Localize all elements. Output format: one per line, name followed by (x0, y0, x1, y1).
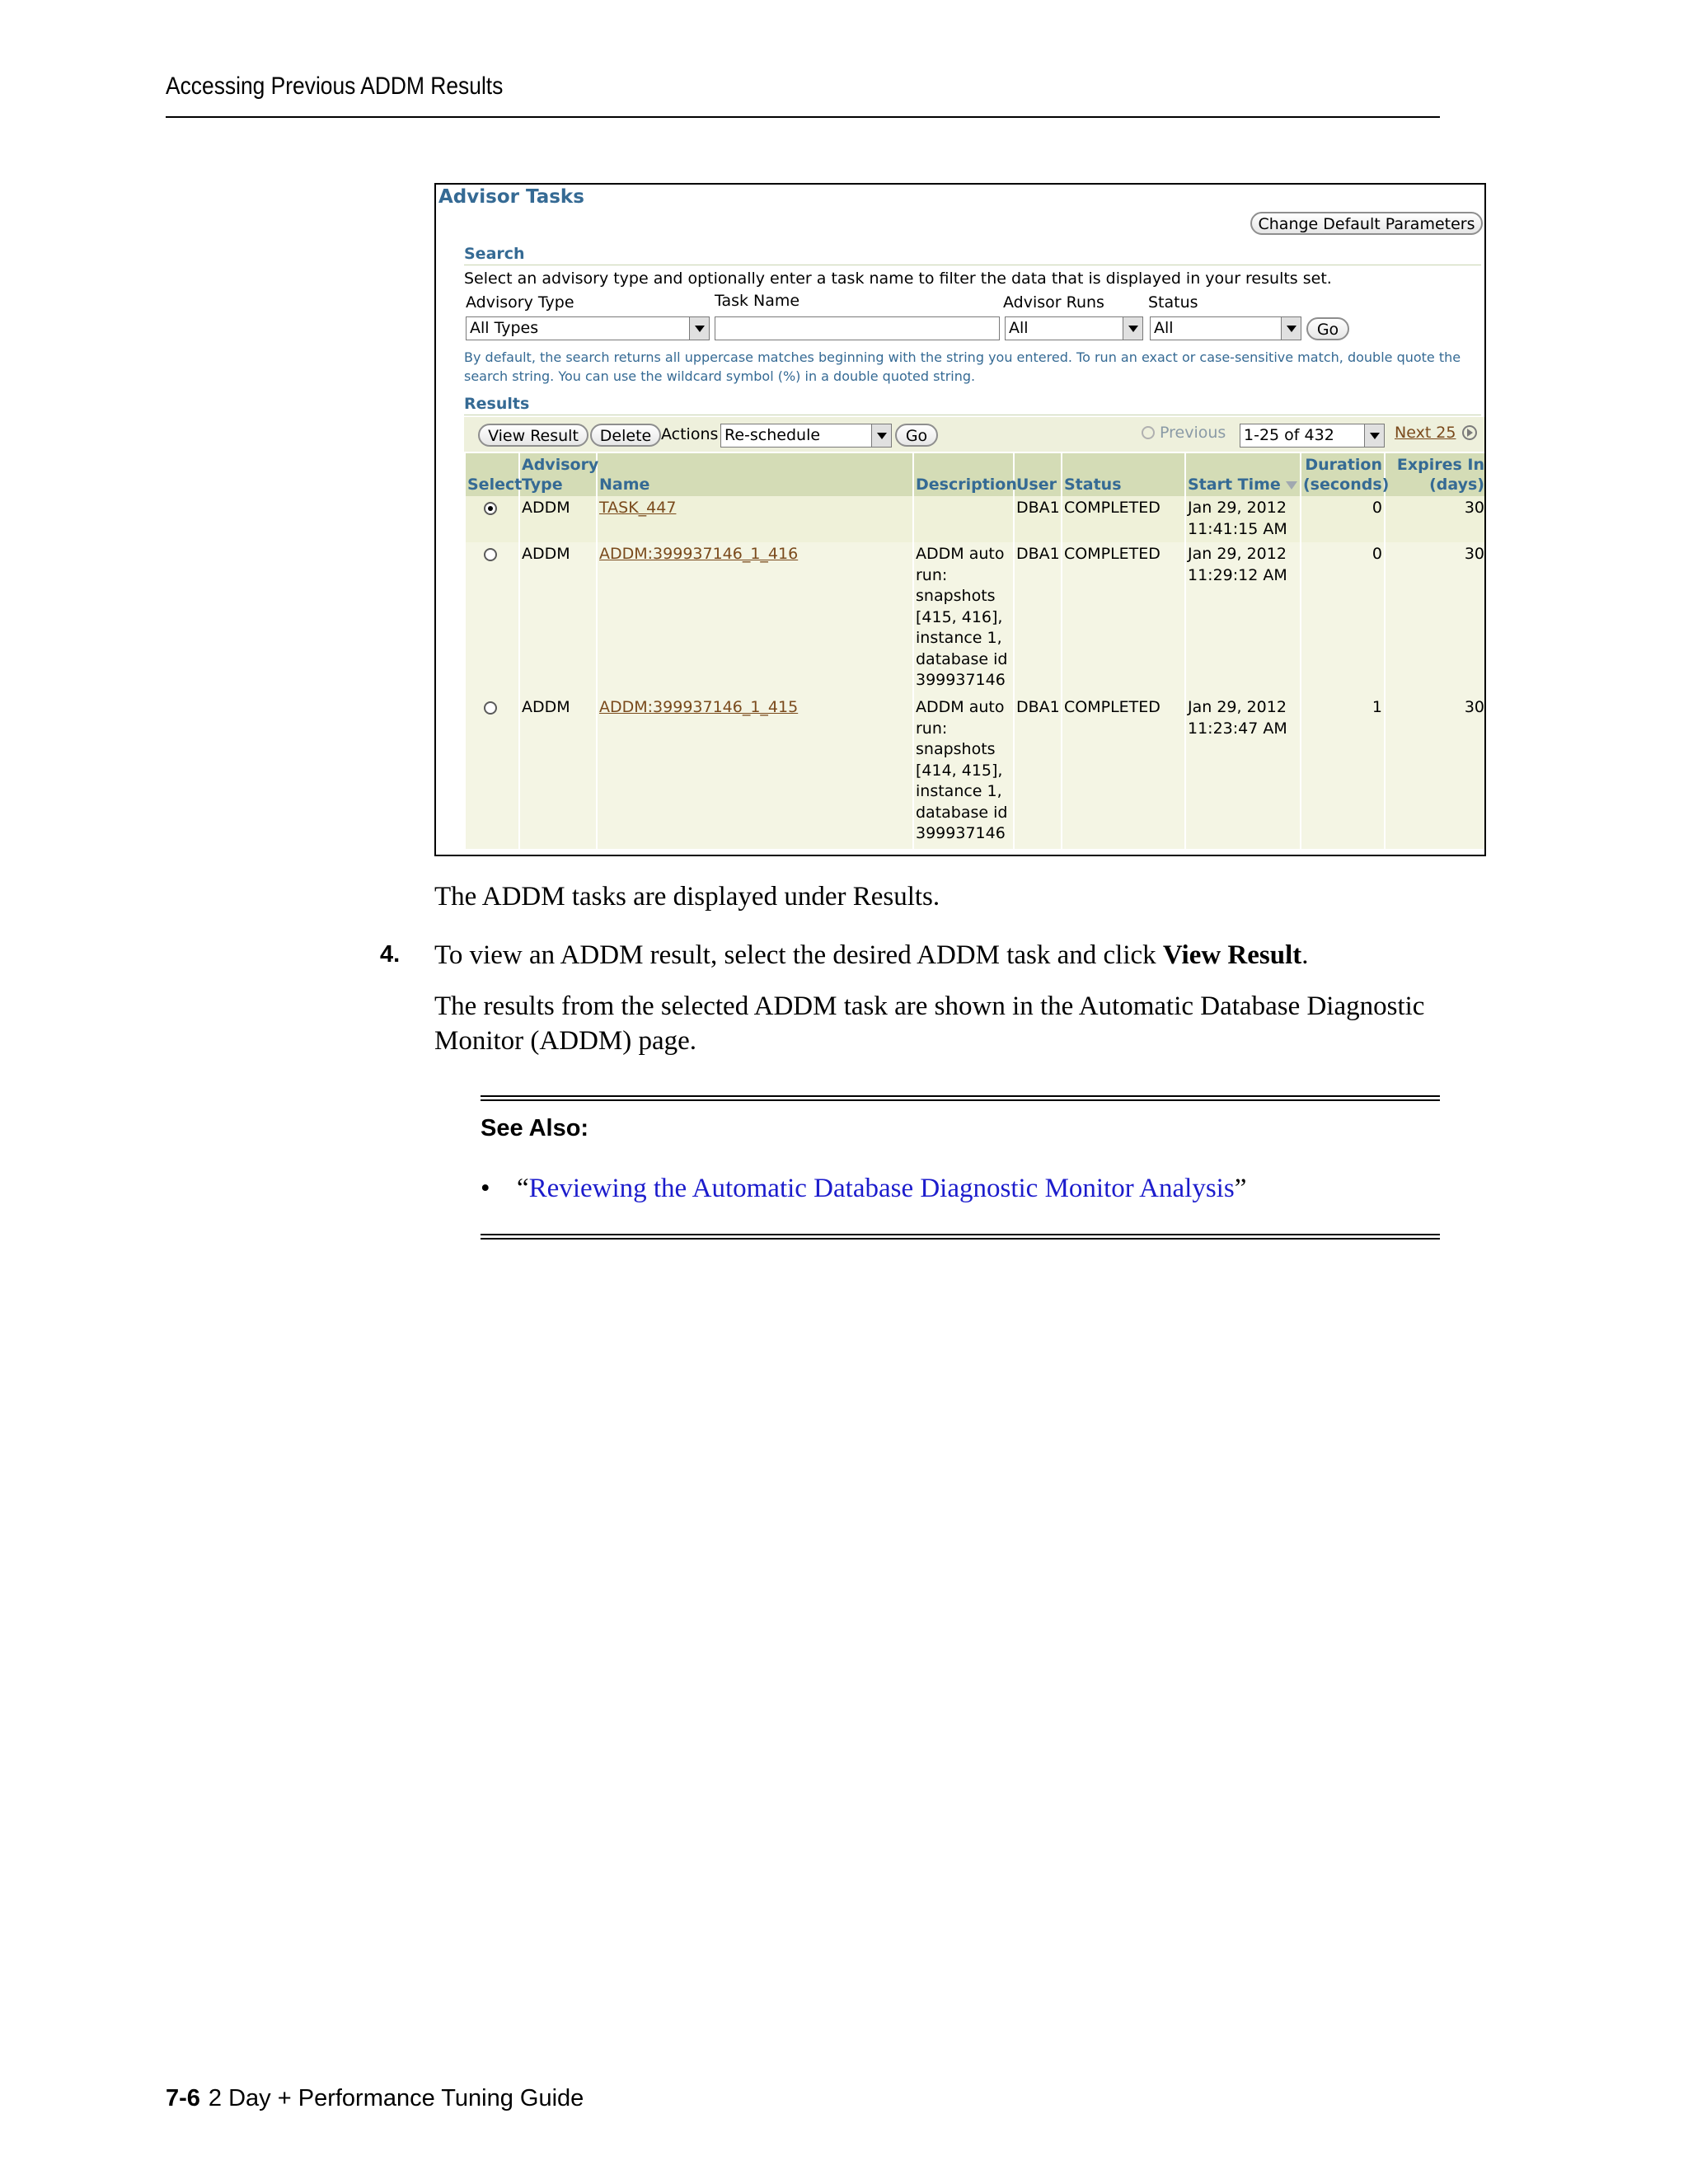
row-select-radio[interactable] (484, 548, 497, 561)
search-hint: By default, the search returns all uppercase matches beginning with the string you entered. To run an exact or case-sensitive match, double quote the search string. You can use the wildcard symbol (%) in a double quoted string. (464, 349, 1461, 384)
description-cell: ADDM auto run: snapshots [414, 415], instance 1, database id 399937146 (913, 696, 1014, 849)
next-label[interactable]: Next 25 (1395, 424, 1456, 442)
status-value: All (1154, 319, 1174, 337)
step-4-text (434, 938, 1473, 972)
step-4-text-before: To view an ADDM result, select the desired ADDM task and click (434, 940, 1163, 970)
duration-cell: 1 (1301, 696, 1385, 849)
see-also-bottom-rule (481, 1234, 1440, 1240)
see-also-link[interactable]: Reviewing the Automatic Database Diagnostic Monitor Analysis (528, 1174, 1235, 1203)
dropdown-arrow-icon (689, 317, 709, 340)
advisor-tasks-screenshot (434, 183, 1486, 856)
user-cell: DBA1 (1014, 496, 1062, 542)
col-user[interactable]: User (1014, 453, 1062, 496)
start-time-cell: Jan 29, 2012 11:29:12 AM (1185, 542, 1301, 696)
col-description[interactable]: Description (913, 453, 1014, 496)
status-cell: COMPLETED (1062, 696, 1185, 849)
col-duration[interactable]: Duration (seconds) (1301, 453, 1385, 496)
page-number: 7-6 (166, 2085, 200, 2111)
view-result-bold: View Result (1162, 940, 1302, 970)
page-footer (166, 2085, 584, 2112)
previous-label: Previous (1160, 424, 1226, 442)
dropdown-arrow-icon (871, 424, 891, 447)
task-name-input[interactable] (715, 316, 1000, 340)
description-cell: ADDM auto run: snapshots [415, 416], instance 1, database id 399937146 (913, 542, 1014, 696)
advisor-runs-select[interactable] (1005, 316, 1143, 340)
actions-value: Re-schedule (724, 426, 821, 444)
expires-cell: 30 (1385, 496, 1486, 542)
duration-cell: 0 (1301, 542, 1385, 696)
col-select: Select (465, 453, 519, 496)
see-also-top-rule (481, 1095, 1440, 1101)
results-header-row (465, 453, 1486, 496)
page-range-select[interactable] (1240, 424, 1385, 448)
results-heading: Results (464, 395, 530, 413)
previous-arrow-icon (1142, 426, 1155, 439)
task-name-link[interactable]: TASK_447 (599, 499, 677, 517)
task-name-link[interactable]: ADDM:399937146_1_416 (599, 545, 799, 563)
col-expires[interactable]: Expires In (days) (1385, 453, 1486, 496)
start-time-cell: Jan 29, 2012 11:23:47 AM (1185, 696, 1301, 849)
row-select-radio[interactable] (484, 701, 497, 715)
results-table (464, 453, 1486, 849)
table-row (465, 542, 1486, 696)
advisor-runs-value: All (1009, 319, 1029, 337)
sort-descending-icon (1286, 481, 1297, 490)
panel-title: Advisor Tasks (438, 186, 584, 208)
view-result-button[interactable]: View Result (478, 424, 588, 447)
advisory-type-cell: ADDM (519, 542, 597, 696)
actions-label: Actions (661, 425, 719, 443)
header-rule (166, 116, 1440, 118)
duration-cell: 0 (1301, 496, 1385, 542)
advisory-type-value: All Types (470, 319, 539, 337)
book-title: 2 Day + Performance Tuning Guide (208, 2085, 584, 2111)
col-start-time-label: Start Time (1188, 476, 1281, 494)
see-also-item (517, 1174, 1246, 1204)
page-range-value: 1-25 of 432 (1244, 426, 1334, 444)
row-select-radio[interactable] (484, 502, 497, 515)
col-advisory-type[interactable]: Advisory Type (519, 453, 597, 496)
description-cell (913, 496, 1014, 542)
status-label: Status (1148, 293, 1198, 312)
select-cell (465, 696, 519, 849)
search-heading: Search (464, 245, 525, 263)
previous-link (1142, 424, 1226, 442)
advisory-type-label: Advisory Type (466, 293, 574, 312)
step-4-text-after: . (1301, 940, 1309, 970)
status-select[interactable] (1150, 316, 1301, 340)
expires-cell: 30 (1385, 542, 1486, 696)
search-instructions: Select an advisory type and optionally enter a task name to filter the data that is displayed in your results set. (464, 269, 1332, 288)
select-cell (465, 496, 519, 542)
dropdown-arrow-icon (1364, 424, 1384, 447)
col-start-time[interactable] (1185, 453, 1301, 496)
status-cell: COMPLETED (1062, 496, 1185, 542)
change-default-parameters-button[interactable]: Change Default Parameters (1250, 212, 1483, 235)
next-arrow-icon[interactable] (1462, 425, 1477, 440)
step-number: 4. (380, 941, 401, 968)
user-cell: DBA1 (1014, 542, 1062, 696)
col-name[interactable]: Name (597, 453, 913, 496)
table-row (465, 696, 1486, 849)
results-shown-paragraph: The results from the selected ADDM task are shown in the Automatic Database Diagnostic Monitor (ADDM) page. (434, 991, 1425, 1056)
task-name-label: Task Name (715, 292, 800, 310)
next-link[interactable] (1395, 424, 1477, 442)
table-row (465, 496, 1486, 542)
name-cell (597, 542, 913, 696)
select-cell (465, 542, 519, 696)
results-paragraph: The ADDM tasks are displayed under Results. (434, 882, 940, 912)
dropdown-arrow-icon (1123, 317, 1142, 340)
open-quote: “ (517, 1174, 529, 1203)
col-status[interactable]: Status (1062, 453, 1185, 496)
see-also-heading: See Also: (481, 1115, 589, 1141)
start-time-cell: Jan 29, 2012 11:41:15 AM (1185, 496, 1301, 542)
user-cell: DBA1 (1014, 696, 1062, 849)
name-cell (597, 496, 913, 542)
advisor-runs-label: Advisor Runs (1003, 293, 1104, 312)
bullet-icon: • (481, 1174, 490, 1203)
advisory-type-cell: ADDM (519, 696, 597, 849)
dropdown-arrow-icon (1281, 317, 1301, 340)
actions-go-button[interactable]: Go (895, 424, 938, 447)
advisory-type-cell: ADDM (519, 496, 597, 542)
close-quote: ” (1234, 1174, 1247, 1203)
running-header: Accessing Previous ADDM Results (166, 73, 504, 100)
actions-select[interactable] (720, 424, 892, 448)
delete-button[interactable]: Delete (590, 424, 661, 447)
advisory-type-select[interactable] (466, 316, 710, 340)
status-cell: COMPLETED (1062, 542, 1185, 696)
search-go-button[interactable]: Go (1306, 317, 1349, 340)
name-cell (597, 696, 913, 849)
task-name-link[interactable]: ADDM:399937146_1_415 (599, 698, 799, 716)
expires-cell: 30 (1385, 696, 1486, 849)
